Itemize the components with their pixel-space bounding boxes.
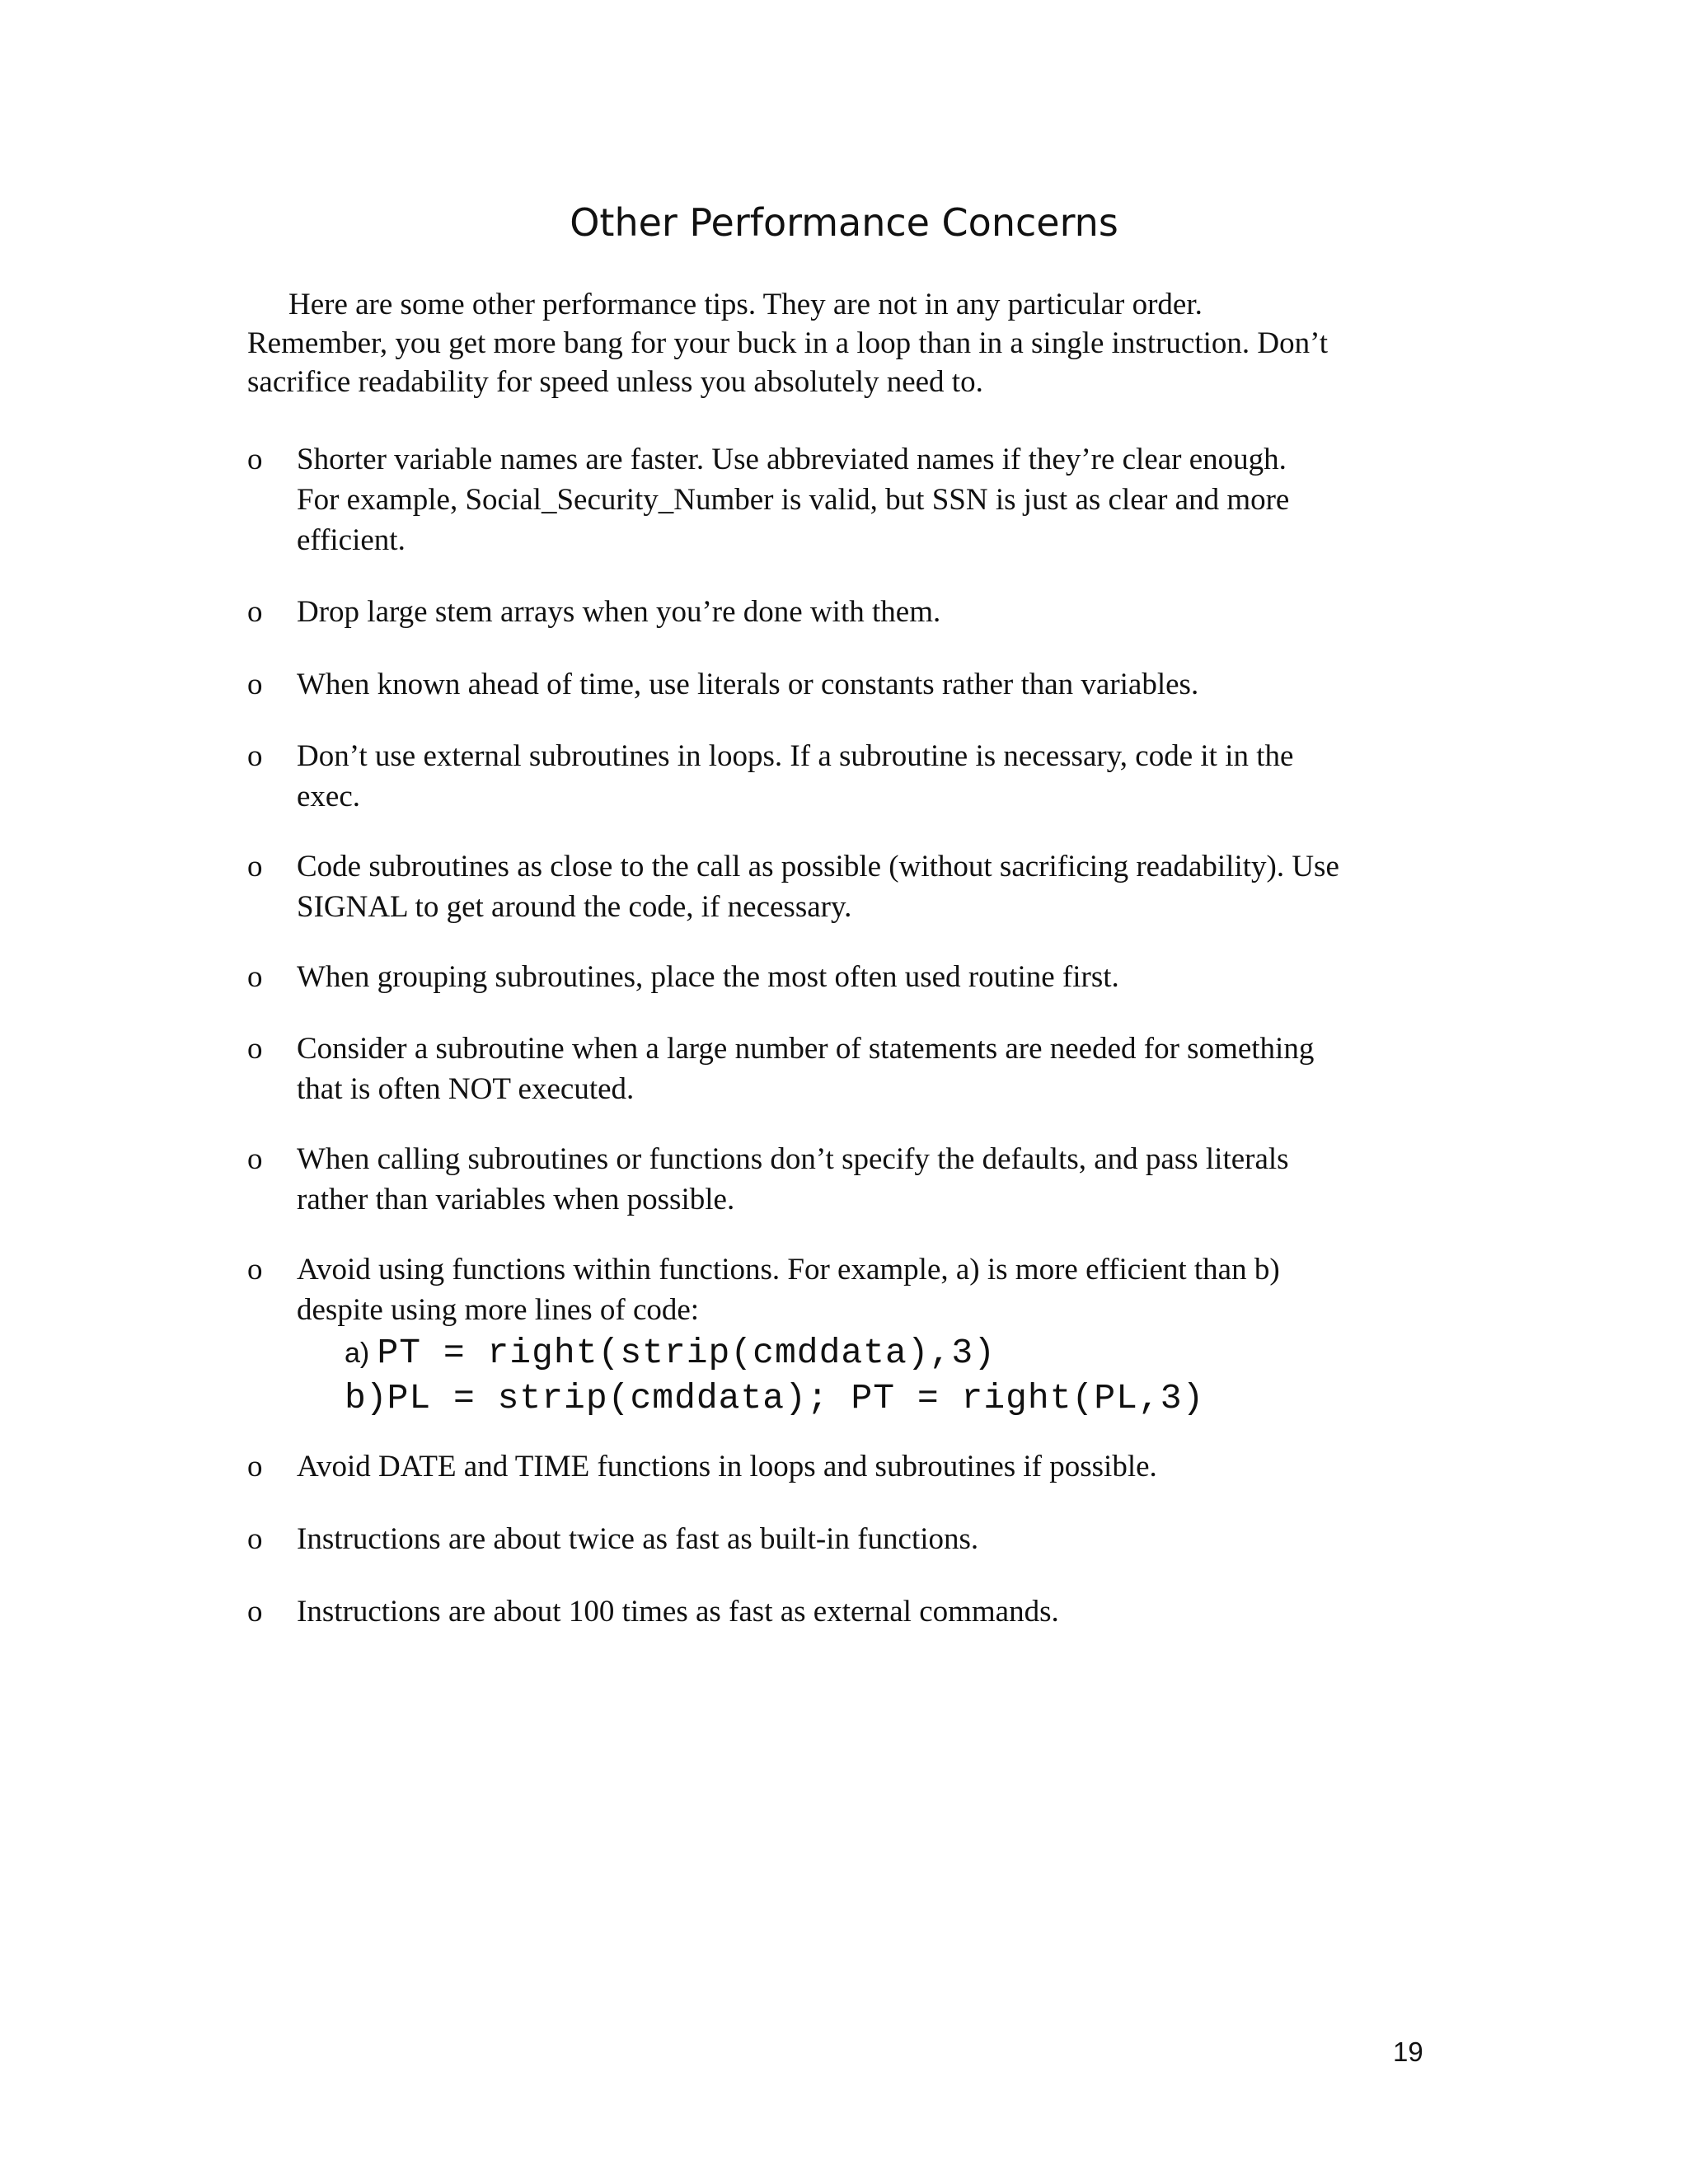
list-item-line: Avoid DATE and TIME functions in loops and subroutines if possible. (297, 1450, 1157, 1483)
bullet-icon: o (247, 1142, 263, 1176)
list-item-line: When grouping subroutines, place the most often used routine first. (297, 960, 1119, 994)
list-item (247, 439, 1451, 560)
list-item-line: rather than variables when possible. (297, 1183, 735, 1216)
list-item (247, 1139, 1451, 1220)
list-item-line: SIGNAL to get around the code, if necessary. (297, 890, 852, 924)
list-item-line: Instructions are about 100 times as fast as external commands. (297, 1595, 1059, 1629)
bullet-icon: o (247, 1450, 263, 1483)
bullet-icon: o (247, 960, 263, 994)
code-text: PL = strip(cmddata); PT = right(PL,3) (387, 1378, 1205, 1418)
bullet-icon: o (247, 1522, 263, 1556)
intro-paragraph (247, 285, 1442, 401)
bullet-icon: o (247, 1253, 263, 1286)
bullet-icon: o (247, 850, 263, 883)
bullet-icon: o (247, 1595, 263, 1629)
list-item (247, 664, 1451, 705)
list-item-line: When known ahead of time, use literals or constants rather than variables. (297, 668, 1199, 701)
code-label: a) (345, 1338, 370, 1369)
list-item-line: Code subroutines as close to the call as possible (without sacrificing readability). Use (297, 850, 1339, 883)
list-item-line: exec. (297, 780, 361, 813)
list-item-line: Shorter variable names are faster. Use abbreviated names if they’re clear enough. (297, 443, 1287, 476)
list-item-line: Instructions are about twice as fast as built-in functions. (297, 1522, 979, 1556)
list-item (247, 957, 1451, 997)
list-item-line: Don’t use external subroutines in loops. If a subroutine is necessary, code it in the (297, 739, 1294, 773)
bullet-icon: o (247, 595, 263, 629)
page-number: 19 (1393, 2036, 1423, 2067)
code-line-a (297, 1330, 1451, 1376)
intro-line-2: Remember, you get more bang for your buck in a loop than in a single instruction. Don’t (247, 326, 1329, 360)
code-text: PT = right(strip(cmddata),3) (377, 1333, 996, 1373)
list-item (247, 1446, 1451, 1487)
list-item-line: despite using more lines of code: (297, 1293, 700, 1327)
code-example (297, 1330, 1451, 1421)
list-item-line: For example, Social_Security_Number is valid, but SSN is just as clear and more (297, 483, 1290, 517)
bullet-icon: o (247, 739, 263, 773)
list-item-line: that is often NOT executed. (297, 1072, 635, 1106)
bullet-icon: o (247, 668, 263, 701)
code-label: b) (345, 1378, 387, 1418)
bullet-icon: o (247, 1032, 263, 1066)
intro-line-3: sacrifice readability for speed unless you absolutely need to. (247, 365, 983, 399)
list-item-line: efficient. (297, 523, 406, 557)
list-item (247, 736, 1451, 817)
bullet-icon: o (247, 443, 263, 476)
list-item-line: When calling subroutines or functions don’t specify the defaults, and pass literals (297, 1142, 1289, 1176)
page-title: Other Performance Concerns (570, 200, 1118, 245)
list-item (247, 1249, 1451, 1421)
list-item-line: Drop large stem arrays when you’re done with them. (297, 595, 941, 629)
intro-line-1: Here are some other performance tips. They are not in any particular order. (288, 288, 1203, 321)
list-item-line: Consider a subroutine when a large number of statements are needed for something (297, 1032, 1315, 1066)
list-item (247, 1519, 1451, 1559)
code-line-b (297, 1376, 1451, 1421)
list-item-line: Avoid using functions within functions. For example, a) is more efficient than b) (297, 1253, 1280, 1286)
list-item (247, 846, 1451, 927)
list-item (247, 1591, 1451, 1632)
list-item (247, 592, 1451, 632)
list-item (247, 1029, 1451, 1109)
